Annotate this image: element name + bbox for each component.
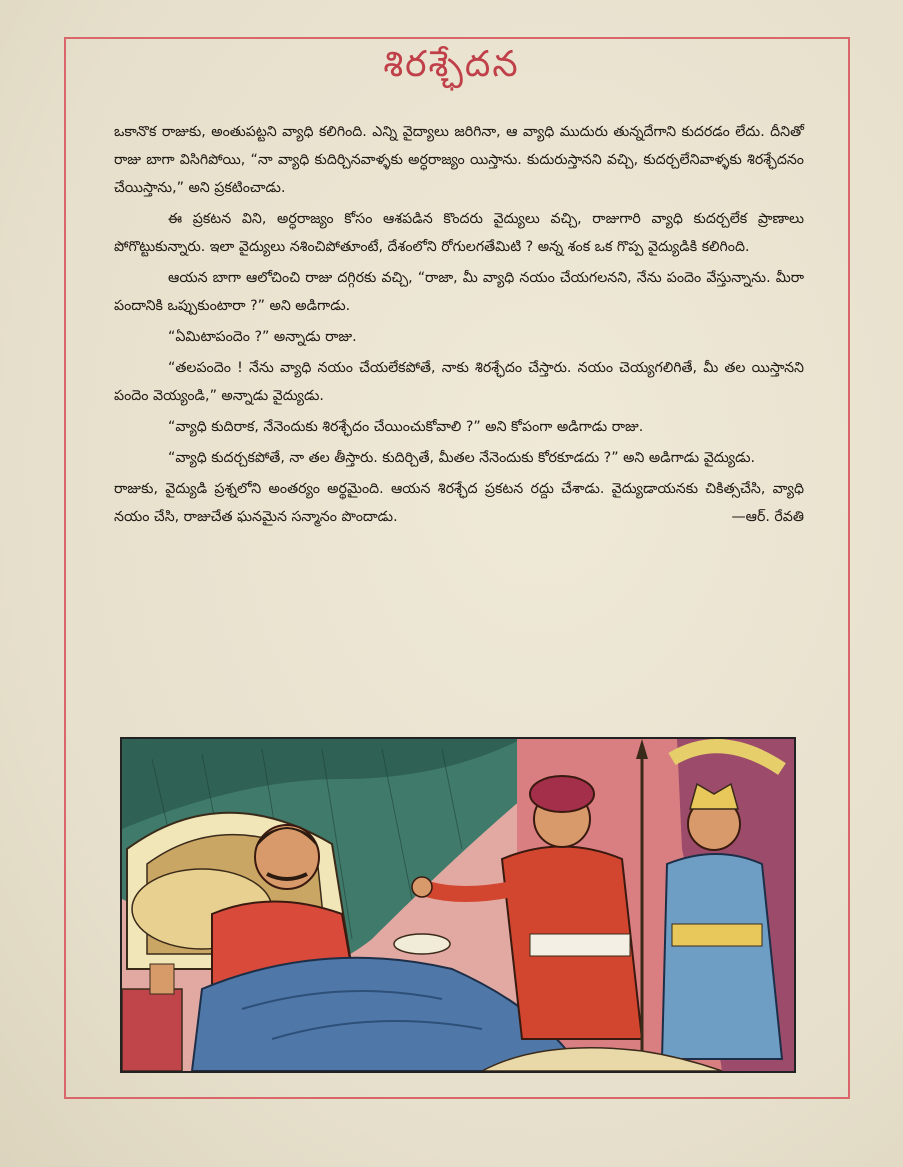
- paragraph-5: “తలపందెం ! నేను వ్యాధి నయం చేయలేకపోతే, నాకు శిరశ్ఛేదం చేస్తారు. నయం చెయ్యగలిగితే, మీ తల యిస్తానని పందెం వెయ్యండి,” అన్నాడు వైద్యుడు.: [114, 360, 804, 404]
- illustration-art: [122, 739, 794, 1071]
- paragraph-2: ఈ ప్రకటన విని, అర్ధరాజ్యం కోసం ఆశపడిన కొందరు వైద్యులు వచ్చి, రాజుగారి వ్యాధి కుదర్చలేక ప్రాణాలు పోగొట్టుకున్నారు. ఇలా వైద్యులు నశించిపోతూంటే, దేశంలోని రోగులగతేమిటి ? అన్న శంక ఒక గొప్ప వైద్యుడికి కలిగింది.: [114, 211, 804, 255]
- paragraph-3: ఆయన బాగా ఆలోచించి రాజు దగ్గిరకు వచ్చి, “రాజా, మీ వ్యాధి నయం చేయగలనని, నేను పందెం వేస్తున్నాను. మీరా పందానికి ఒప్పుకుంటారా ?” అని అడిగాడు.: [114, 270, 804, 314]
- paragraph-6: “వ్యాధి కుదిరాక, నేనెందుకు శిరశ్ఛేదం చేయించుకోవాలి ?” అని కోపంగా అడిగాడు రాజు.: [168, 419, 644, 435]
- paragraph-1: ఒకానొక రాజుకు, అంతుపట్టని వ్యాధి కలిగింది. ఎన్ని వైద్యాలు జరిగినా, ఆ వ్యాధి ముదురు తున్నదేగాని కుదరడం లేదు. దీనితో రాజు బాగా విసిగిపోయి, “నా వ్యాధి కుదిర్చినవాళ్ళకు అర్ధరాజ్యం యిస్తాను. కుదురుస్తానని వచ్చి, కుదర్చలేనివాళ్ళకు శిరశ్ఛేదనం చేయిస్తాను,” అని ప్రకటించాడు.: [114, 124, 804, 196]
- paragraph-4: “ఏమిటాపందెం ?” అన్నాడు రాజు.: [168, 329, 357, 345]
- story-illustration: [120, 737, 796, 1073]
- paragraph-7: “వ్యాధి కుదర్చకపోతే, నా తల తీస్తారు. కుదిర్చితే, మీతల నేనెందుకు కోరకూడదు ?” అని అడిగాడు వైద్యుడు.: [168, 450, 755, 466]
- author-signature: —ఆర్. రేవతి: [731, 509, 804, 525]
- story-body: [114, 118, 804, 534]
- story-title: శిరశ్ఛేదన: [383, 44, 520, 85]
- paragraph-8-text: రాజుకు, వైద్యుడి ప్రశ్నలోని అంతర్యం అర్థమైంది. ఆయన శిరశ్ఛేద ప్రకటన రద్దు చేశాడు. వైద్యుడాయనకు చికిత్సచేసి, వ్యాధి నయం చేసి, రాజుచేత ఘనమైన సన్మానం పొందాడు.: [114, 481, 804, 525]
- paragraph-8: [114, 475, 804, 531]
